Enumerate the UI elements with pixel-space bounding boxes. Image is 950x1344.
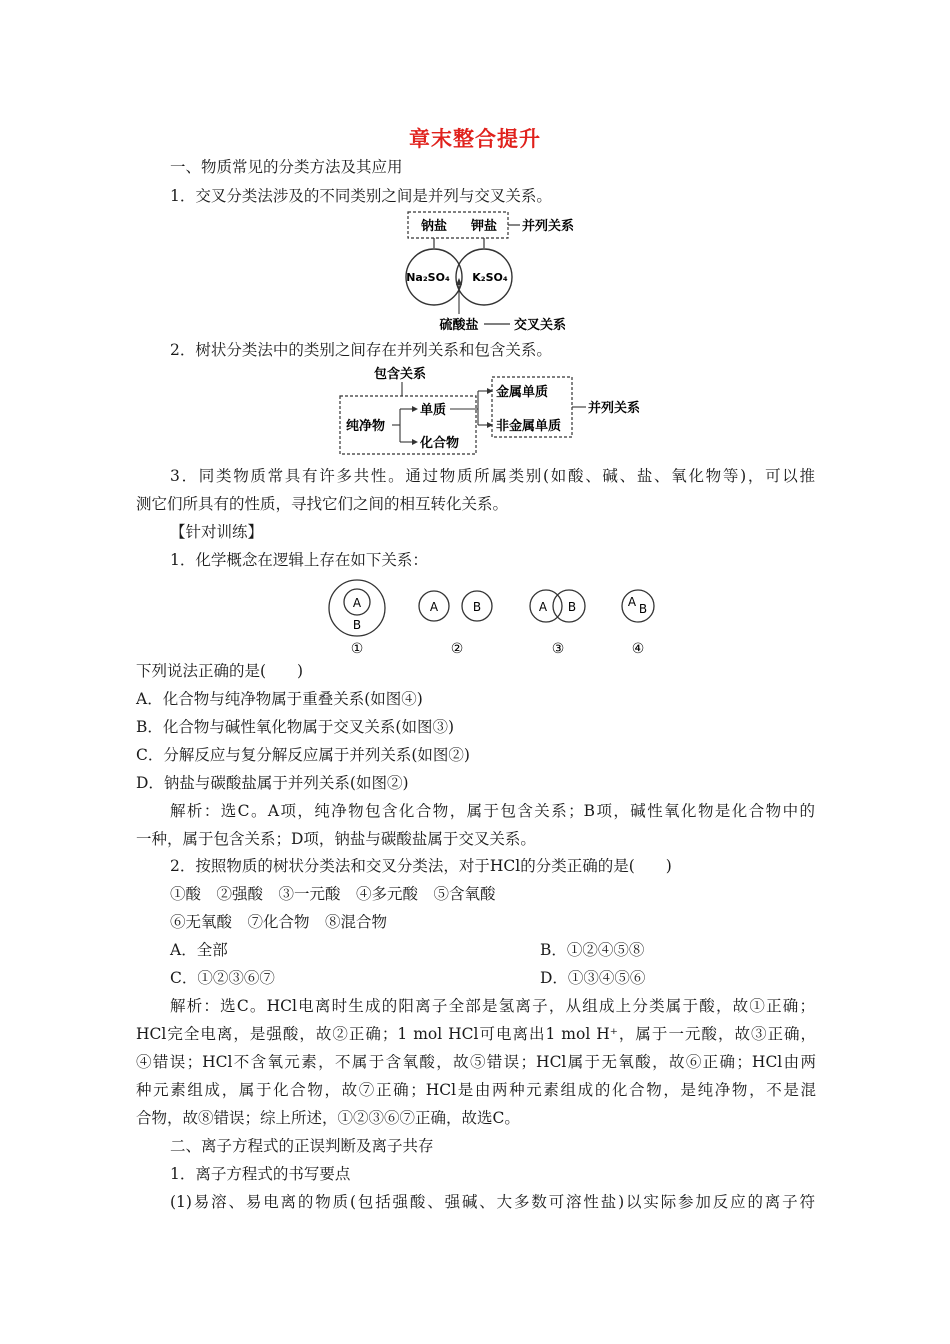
sodium-salt-label: 钠盐 — [420, 219, 448, 234]
fig3-a-2: A — [429, 600, 439, 614]
metal-element-label: 金属单质 — [496, 385, 549, 400]
question-2-analysis-line-1: 解析：选C。HCl电离时生成的阳离子全部是氢离子，从组成上分类属于酸，故①正确； — [170, 997, 815, 1015]
figure-number-3: ③ — [551, 641, 565, 657]
parallel-relation-label-2: 并列关系 — [588, 401, 641, 416]
fig3-a-3: A — [538, 600, 548, 614]
na2so4-label: Na₂SO₄ — [406, 271, 450, 284]
question-2-option-d: D．①③④⑤⑥ — [540, 969, 646, 987]
question-2: 2．按照物质的树状分类法和交叉分类法，对于HCl的分类正确的是( ) — [170, 857, 672, 875]
k2so4-label: K₂SO₄ — [472, 271, 508, 284]
question-2-analysis-line-2: HCl完全电离，是强酸，故②正确；1 mol HCl可电离出1 mol H⁺，属于一元酸，故③正确， — [136, 1025, 816, 1043]
fig3-a-4: A — [627, 595, 637, 609]
question-1-option-a: A．化合物与纯净物属于重叠关系(如图④) — [136, 690, 423, 708]
contain-relation-label: 包含关系 — [374, 367, 427, 382]
question-1: 1．化学概念在逻辑上存在如下关系： — [170, 551, 428, 569]
element-substance-label: 单质 — [420, 403, 447, 418]
paragraph-3-line-1: 3．同类物质常具有许多共性。通过物质所属类别(如酸、碱、盐、氧化物等)，可以推 — [170, 467, 815, 485]
tree-classification-diagram — [336, 362, 676, 458]
question-1-option-b: B．化合物与碱性氧化物属于交叉关系(如图③) — [136, 718, 454, 736]
section-2-point-1-detail: (1)易溶、易电离的物质(包括强酸、强碱、大多数可溶性盐)以实际参加反应的离子符 — [170, 1193, 815, 1211]
page-title: 章末整合提升 — [409, 127, 541, 151]
paragraph-2: 2．树状分类法中的类别之间存在并列关系和包含关系。 — [170, 341, 552, 359]
section-heading-1: 一、物质常见的分类方法及其应用 — [170, 158, 403, 176]
question-2-option-c: C．①②③⑥⑦ — [170, 969, 275, 987]
sulfate-label: 硫酸盐 — [439, 318, 479, 333]
nonmetal-element-label: 非金属单质 — [496, 419, 562, 434]
paragraph-1: 1．交叉分类法涉及的不同类别之间是并列与交叉关系。 — [170, 187, 552, 205]
question-2-option-a: A．全部 — [170, 941, 228, 959]
question-1-option-d: D．钠盐与碳酸盐属于并列关系(如图②) — [136, 774, 409, 792]
fig3-b-2: B — [472, 600, 482, 614]
parallel-relation-label: 并列关系 — [522, 219, 575, 234]
section-2-point-1: 1．离子方程式的书写要点 — [170, 1165, 351, 1183]
question-2-items-line-2: ⑥无氧酸 ⑦化合物 ⑧混合物 — [170, 913, 388, 931]
figure-number-2: ② — [450, 641, 464, 657]
training-heading: 【针对训练】 — [170, 523, 264, 541]
figure-number-1: ① — [350, 641, 364, 657]
pure-substance-label: 纯净物 — [346, 419, 386, 434]
section-heading-2: 二、离子方程式的正误判断及离子共存 — [170, 1137, 434, 1155]
fig3-a-1: A — [352, 596, 362, 610]
fig3-b-1: B — [352, 618, 362, 632]
fig3-b-3: B — [567, 600, 577, 614]
fig3-b-4: B — [638, 602, 648, 616]
cross-classification-diagram — [396, 208, 596, 334]
figure-number-4: ④ — [631, 641, 645, 657]
question-1-prompt: 下列说法正确的是( ) — [136, 662, 304, 680]
question-1-analysis-line-2: 一种，属于包含关系；D项，钠盐与碳酸盐属于交叉关系。 — [136, 830, 536, 848]
potassium-salt-label: 钾盐 — [470, 219, 498, 234]
compound-label: 化合物 — [420, 436, 460, 451]
question-2-analysis-line-5: 合物，故⑧错误；综上所述，①②③⑥⑦正确，故选C。 — [136, 1109, 520, 1127]
question-2-analysis-line-4: 种元素组成，属于化合物，故⑦正确；HCl是由两种元素组成的化合物，是纯净物，不是混 — [136, 1081, 816, 1099]
question-2-option-b: B．①②④⑤⑧ — [540, 941, 645, 959]
question-1-analysis-line-1: 解析：选C。A项，纯净物包含化合物，属于包含关系；B项，碱性氧化物是化合物中的 — [170, 802, 815, 820]
question-1-option-c: C．分解反应与复分解反应属于并列关系(如图②) — [136, 746, 470, 764]
paragraph-3-line-2: 测它们所具有的性质，寻找它们之间的相互转化关系。 — [136, 495, 509, 513]
question-2-analysis-line-3: ④错误；HCl不含氧元素，不属于含氧酸，故⑤错误；HCl属于无氧酸，故⑥正确；HCl由两 — [136, 1053, 816, 1071]
question-2-items-line-1: ①酸 ②强酸 ③一元酸 ④多元酸 ⑤含氧酸 — [170, 885, 496, 903]
logic-relation-diagram — [320, 578, 670, 660]
cross-relation-label: 交叉关系 — [514, 318, 567, 333]
